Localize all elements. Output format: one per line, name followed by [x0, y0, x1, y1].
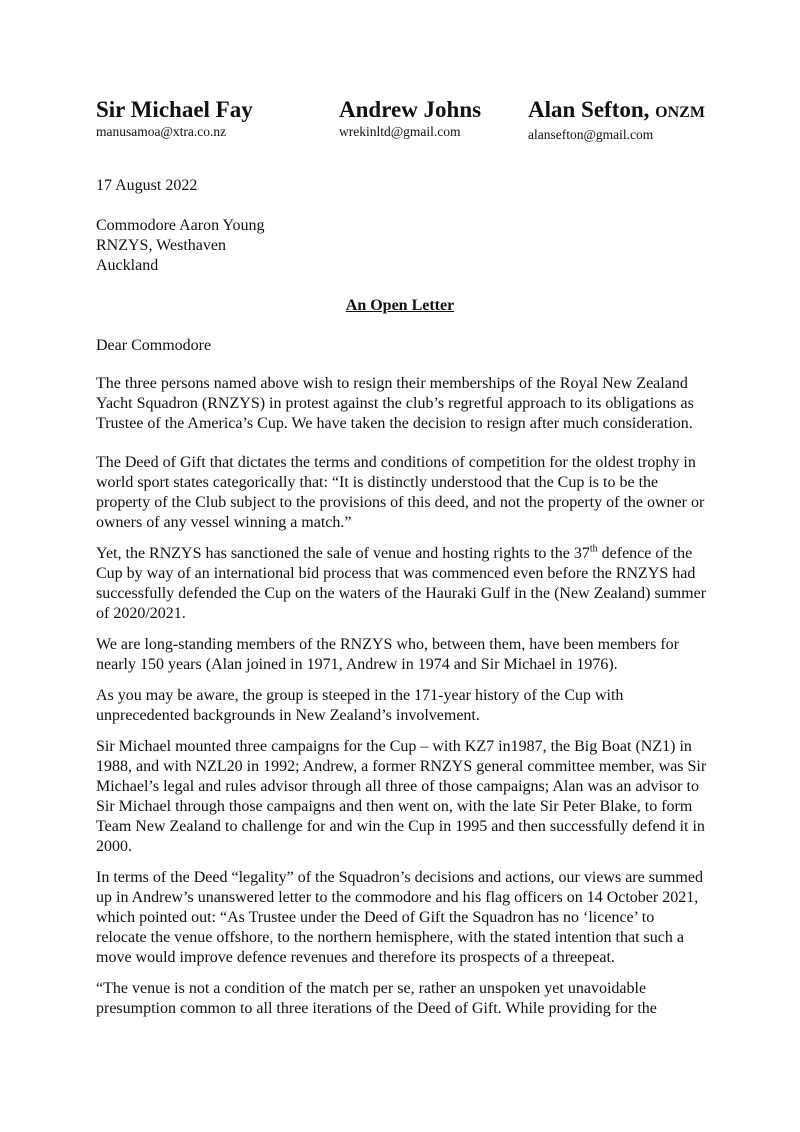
sender-email: alansefton@gmail.com — [528, 127, 654, 142]
letter-title: An Open Letter — [345, 297, 455, 314]
paragraph: As you may be aware, the group is steeped in the 171-year history of the Cup with unprecedented backgrounds in New Zealand’s involvement. — [96, 687, 624, 724]
paragraph: The three persons named above wish to resign their memberships of the Royal New Zealand Yacht Squadron (RNZYS) in protest against the club’s regretful approach to its obligations as Trustee of the America’s Cup. We have taken the decision to resign after much consideration. — [96, 375, 694, 432]
sender-andrew-johns — [339, 97, 481, 141]
paragraph-text: defence of the Cup by way of an international bid process that was commenced even before the RNZYS had successfully defended the Cup on the waters of the Hauraki Gulf in the (New Zealand) summer of 2020/2021. — [96, 545, 707, 622]
superscript: th — [589, 543, 598, 555]
recipient-org: RNZYS, Westhaven — [96, 237, 226, 254]
letter-body — [96, 374, 708, 1030]
paragraph: We are long-standing members of the RNZYS who, between them, have been members for nearly 150 years (Alan joined in 1971, Andrew in 1974 and Sir Michael in 1976). — [96, 636, 679, 673]
recipient-city: Auckland — [96, 257, 159, 274]
paragraph: The Deed of Gift that dictates the terms and conditions of competition for the oldest trophy in world sport states categorically that: “It is distinctly understood that the Cup is to be the property of the Club subject to the provisions of this deed, and not the property of the owner or owners of any vessel winning a match.” — [96, 454, 705, 531]
sender-name: Andrew Johns — [339, 97, 482, 122]
paragraph: “The venue is not a condition of the match per se, rather an unspoken yet unavoidable presumption common to all three iterations of the Deed of Gift. While providing for the — [96, 980, 657, 1017]
recipient-address — [96, 216, 708, 276]
sender-name: Alan Sefton, — [528, 97, 650, 122]
sender-name: Sir Michael Fay — [96, 97, 253, 122]
paragraph: Sir Michael mounted three campaigns for the Cup – with KZ7 in1987, the Big Boat (NZ1) in 1988, and with NZL20 in 1992; Andrew, a former RNZYS general committee member, was Sir Michael’s legal and rules advisor through all three of those campaigns; Alan was an advisor to Sir Michael through those campaigns and then went on, with the late Sir Peter Blake, to form Team New Zealand to challenge for and win the Cup in 1995 and then successfully defend it in 2000. — [96, 738, 707, 855]
salutation: Dear Commodore — [96, 337, 212, 354]
paragraph — [96, 544, 708, 624]
recipient-name: Commodore Aaron Young — [96, 217, 265, 234]
sender-michael-fay — [96, 97, 253, 141]
letter-date: 17 August 2022 — [96, 177, 198, 194]
sender-name-line — [528, 97, 705, 126]
paragraph-text: Yet, the RNZYS has sanctioned the sale of venue and hosting rights to the 37 — [96, 545, 590, 562]
sender-email: manusamoa@xtra.co.nz — [96, 124, 227, 139]
sender-alan-sefton — [528, 97, 705, 144]
paragraph: In terms of the Deed “legality” of the Squadron’s decisions and actions, our views are summed up in Andrew’s unanswered letter to the commodore and his flag officers on 14 October 2021, which pointed out: “As Trustee under the Deed of Gift the Squadron has no ‘licence’ to relocate the venue offshore, to the northern hemisphere, with the stated intention that such a move would improve defence revenues and therefore its prospects of a threepeat. — [96, 869, 703, 966]
sender-honor: ONZM — [655, 104, 705, 121]
sender-email: wrekinltd@gmail.com — [339, 124, 461, 139]
